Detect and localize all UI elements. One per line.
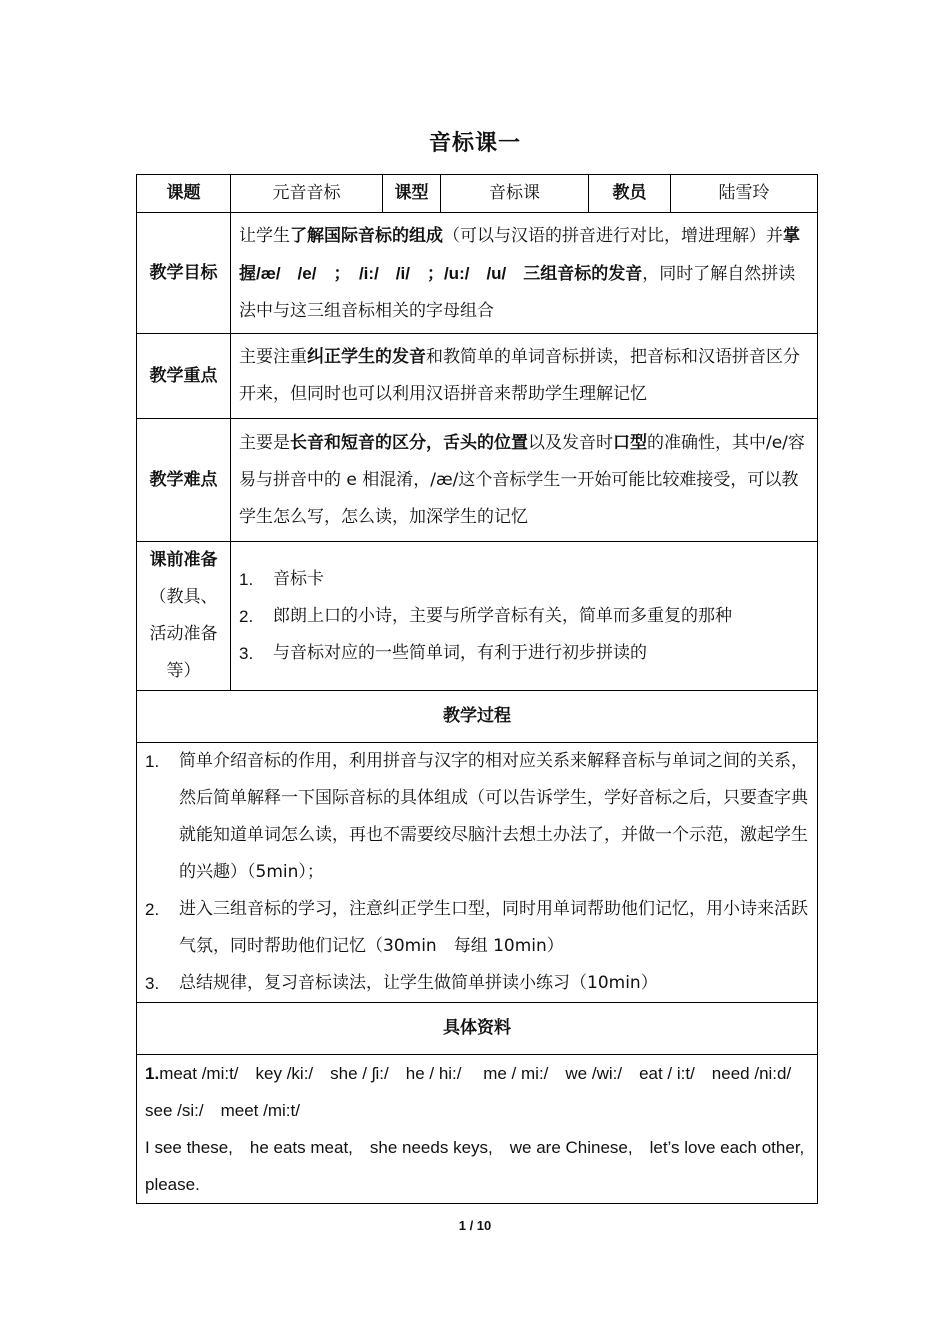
prep-content xyxy=(231,542,818,691)
prep-label-main: 课前准备 xyxy=(149,550,218,570)
item-number: 1. xyxy=(239,569,254,589)
difficulty-bold-1: 长音和短音的区分，舌头的位置 xyxy=(290,432,528,453)
teacher-value: 陆雪玲 xyxy=(671,175,818,213)
process-list xyxy=(145,743,809,1002)
difficulty-text xyxy=(231,419,818,542)
item-text: 总结规律，复习音标读法，让学生做简单拼读小练习（10min） xyxy=(179,973,658,993)
list-item xyxy=(145,743,809,891)
process-heading: 教学过程 xyxy=(137,691,818,743)
item-text: 音标卡 xyxy=(273,568,324,589)
difficulty-part-3: 的准确性，其中/e/容易与拼音中的 e 相混淆，/æ/这个音标学生一开始可能比较难接受，可以教学生怎么写，怎么读，加深学生的记忆 xyxy=(239,432,805,527)
objectives-row xyxy=(137,213,818,334)
objectives-part-3: ，同时了解自然拼读法中与这三组音标相关的字母组合 xyxy=(239,263,796,321)
list-item xyxy=(239,561,809,598)
objectives-bold-1: 了解国际音标的组成 xyxy=(290,225,443,246)
prep-label-sub: （教具、活动准备等） xyxy=(149,587,218,681)
materials-poem: I see these, he eats meat, she needs keys, we are Chinese, let’s love each other, please. xyxy=(145,1138,805,1194)
item-number: 2. xyxy=(239,606,254,626)
item-text: 进入三组音标的学习，注意纠正学生口型，同时用单词帮助他们记忆，用小诗来活跃气氛，同时帮助他们记忆（30min 每组 10min） xyxy=(179,899,808,956)
process-row xyxy=(137,743,818,1003)
focus-part-2: 和教简单的单词音标拼读，把音标和汉语拼音区分开来，但同时也可以利用汉语拼音来帮助学生理解记忆 xyxy=(239,347,800,404)
objectives-part-1: 让学生 xyxy=(239,225,290,246)
type-label: 课型 xyxy=(383,175,441,213)
lesson-plan-table xyxy=(136,174,818,1204)
item-number: 3. xyxy=(145,974,160,993)
list-item xyxy=(145,891,809,965)
process-heading-row xyxy=(137,691,818,743)
list-item xyxy=(239,598,809,635)
objectives-label: 教学目标 xyxy=(137,213,231,334)
focus-bold-1: 纠正学生的发音 xyxy=(307,347,426,367)
difficulty-part-2: 以及发音时 xyxy=(528,432,613,453)
difficulty-bold-2: 口型 xyxy=(613,432,647,453)
objectives-part-2: （可以与汉语的拼音进行对比，增进理解）并 xyxy=(443,225,783,246)
difficulty-part-1: 主要是 xyxy=(239,432,290,453)
prep-label xyxy=(137,542,231,691)
item-text: 简单介绍音标的作用，利用拼音与汉字的相对应关系来解释音标与单词之间的关系，然后简单解释一下国际音标的具体组成（可以告诉学生，学好音标之后，只要查字典就能知道单词怎么读，再也不需要绞尽脑汁去想土办法了，并做一个示范，激起学生的兴趣）（5min）； xyxy=(179,751,808,882)
difficulty-row xyxy=(137,419,818,542)
materials-content xyxy=(137,1055,818,1204)
item-number: 2. xyxy=(145,900,160,919)
difficulty-label: 教学难点 xyxy=(137,419,231,542)
materials-row xyxy=(137,1055,818,1204)
teacher-label: 教员 xyxy=(589,175,671,213)
materials-number: 1. xyxy=(145,1064,160,1083)
focus-row xyxy=(137,334,818,419)
item-text: 郎朗上口的小诗，主要与所学音标有关，简单而多重复的那种 xyxy=(273,605,732,626)
prep-list xyxy=(239,561,809,672)
list-item xyxy=(239,635,809,672)
item-number: 1. xyxy=(145,752,160,771)
topic-label: 课题 xyxy=(137,175,231,213)
focus-text xyxy=(231,334,818,419)
topic-value: 元音音标 xyxy=(231,175,383,213)
prep-row xyxy=(137,542,818,691)
materials-heading: 具体资料 xyxy=(137,1003,818,1055)
materials-heading-row xyxy=(137,1003,818,1055)
materials-word-list: meat /mi:t/ key /ki:/ she / ʃi:/ he / hi:/ me / mi:/ we /wi:/ eat / i:t/ need /ni:d/ see /si:/ meet /mi:t/ xyxy=(145,1064,809,1120)
objectives-bold-2: 掌握/æ/ /e/ ； /i:/ /i/ ；/u:/ /u/ 三组音标的发音 xyxy=(239,225,800,283)
item-number: 3. xyxy=(239,643,254,663)
list-item xyxy=(145,965,809,1002)
materials-words xyxy=(145,1055,809,1129)
item-text: 与音标对应的一些简单词，有利于进行初步拼读的 xyxy=(273,642,647,663)
objectives-text xyxy=(231,213,818,334)
type-value: 音标课 xyxy=(441,175,589,213)
focus-part-1: 主要注重 xyxy=(239,347,307,367)
header-row xyxy=(137,175,818,213)
page-number: 1 / 10 xyxy=(458,1218,492,1233)
focus-label: 教学重点 xyxy=(137,334,231,419)
process-content xyxy=(137,743,818,1003)
document-title: 音标课一 xyxy=(428,131,521,156)
